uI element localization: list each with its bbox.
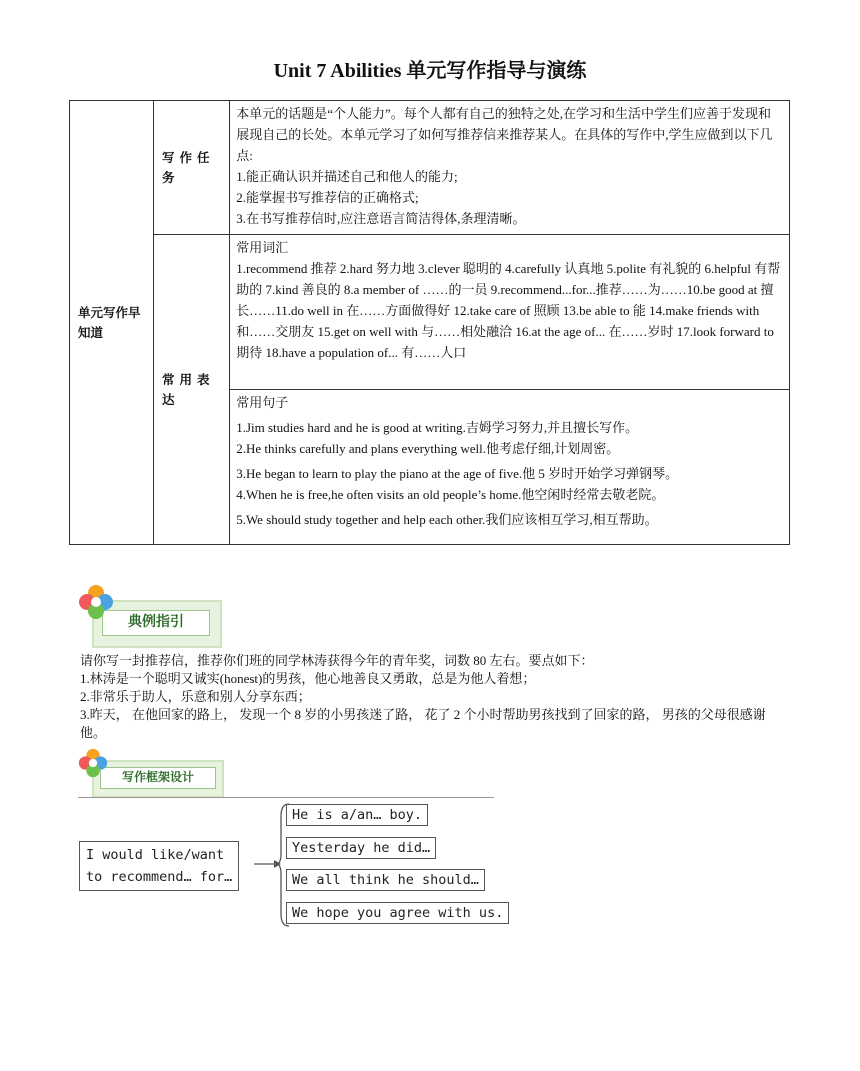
task-requirement: 3.昨天， 在他回家的路上， 发现一个 8 岁的小男孩迷了路， 花了 2 个小时帮助男孩找到了回家的路， 男孩的父母很感谢他。 xyxy=(80,707,766,740)
sentences-cell xyxy=(230,390,790,545)
vocab-cell xyxy=(230,235,790,390)
sentence-heading: 常用句子 xyxy=(236,395,289,410)
page-title: Unit 7 Abilities 单元写作指导与演练 xyxy=(273,60,587,82)
task-requirement: 2.非常乐于助人，乐意和别人分享东西； xyxy=(80,689,311,704)
task-content-cell xyxy=(230,101,790,235)
sentence-item: 4.When he is free,he often visits an old people’s home.他空闲时经常去敬老院。 xyxy=(236,487,665,502)
task-label-cell xyxy=(153,101,229,235)
framework-badge-label: 写作框架设计 xyxy=(121,770,194,784)
expressions-label: 常用表达 xyxy=(161,371,215,407)
task-point: 3.在书写推荐信时,应注意语言简洁得体,条理清晰。 xyxy=(236,211,526,226)
example-badge xyxy=(78,584,223,650)
example-task xyxy=(80,652,788,742)
sentence-item: 2.He thinks carefully and plans everything well.他考虑仔细,计划周密。 xyxy=(236,441,620,456)
framework-badge xyxy=(78,748,228,798)
vocab-text: 1.recommend 推荐 2.hard 努力地 3.clever 聪明的 4.carefully 认真地 5.polite 有礼貌的 6.helpful 有帮助的 7.kind 善良的 8.a member of ……的一员 9.recommend...for...推荐……为……10.be good at 擅长……11.do well in 在……方面做得好 12.take care of 照顾 13.be able to 能 14.make friends with 和……交朋友 15.get on well with 与……相处融洽 16.at the age of... 在……岁时 17.look forward to 期待 18.have a population of... 有……人口 xyxy=(236,261,781,360)
example-badge-label: 典例指引 xyxy=(128,614,184,630)
vocab-heading: 常用词汇 xyxy=(236,240,289,255)
sentence-item: 5.We should study together and help each other.我们应该相互学习,相互帮助。 xyxy=(236,512,658,527)
task-point: 2.能掌握书写推荐信的正确格式; xyxy=(236,190,419,205)
recommend-box xyxy=(79,841,239,891)
framework-divider xyxy=(78,797,494,798)
task-requirement: 1.林涛是一个聪明又诚实(honest)的男孩，他心地善良又勇敢，总是为他人着想； xyxy=(80,671,536,686)
sentence-item: 1.Jim studies hard and he is good at writing.吉姆学习努力,并且擅长写作。 xyxy=(236,420,639,435)
task-point: 1.能正确认识并描述自己和他人的能力; xyxy=(236,169,458,184)
recommend-line: I would like/want xyxy=(86,847,225,863)
framework-step-box: We hope you agree with us. xyxy=(286,902,509,924)
section-label-cell xyxy=(70,101,154,545)
sentence-item: 3.He began to learn to play the piano at the age of five.他 5 岁时开始学习弹钢琴。 xyxy=(236,466,679,481)
guide-table xyxy=(69,100,790,545)
section-label: 单元写作早知道 xyxy=(78,304,141,340)
task-intro: 本单元的话题是“个人能力”。每个人都有自己的独特之处,在学习和生活中学生们应善于发现和展现自己的长处。本单元学习了如何写推荐信来推荐某人。在具体的写作中,学生应做到以下几点: xyxy=(236,106,773,163)
framework-step-box: Yesterday he did… xyxy=(286,837,436,859)
expressions-label-cell xyxy=(153,235,229,545)
framework-step-box: We all think he should… xyxy=(286,869,485,891)
framework-step-box: He is a/an… boy. xyxy=(286,804,428,826)
task-label: 写作任务 xyxy=(161,149,215,185)
recommend-line: to recommend… for… xyxy=(86,869,233,885)
task-prompt: 请你写一封推荐信，推荐你们班的同学林涛获得今年的青年奖，词数 80 左右。要点如下： xyxy=(80,653,594,668)
